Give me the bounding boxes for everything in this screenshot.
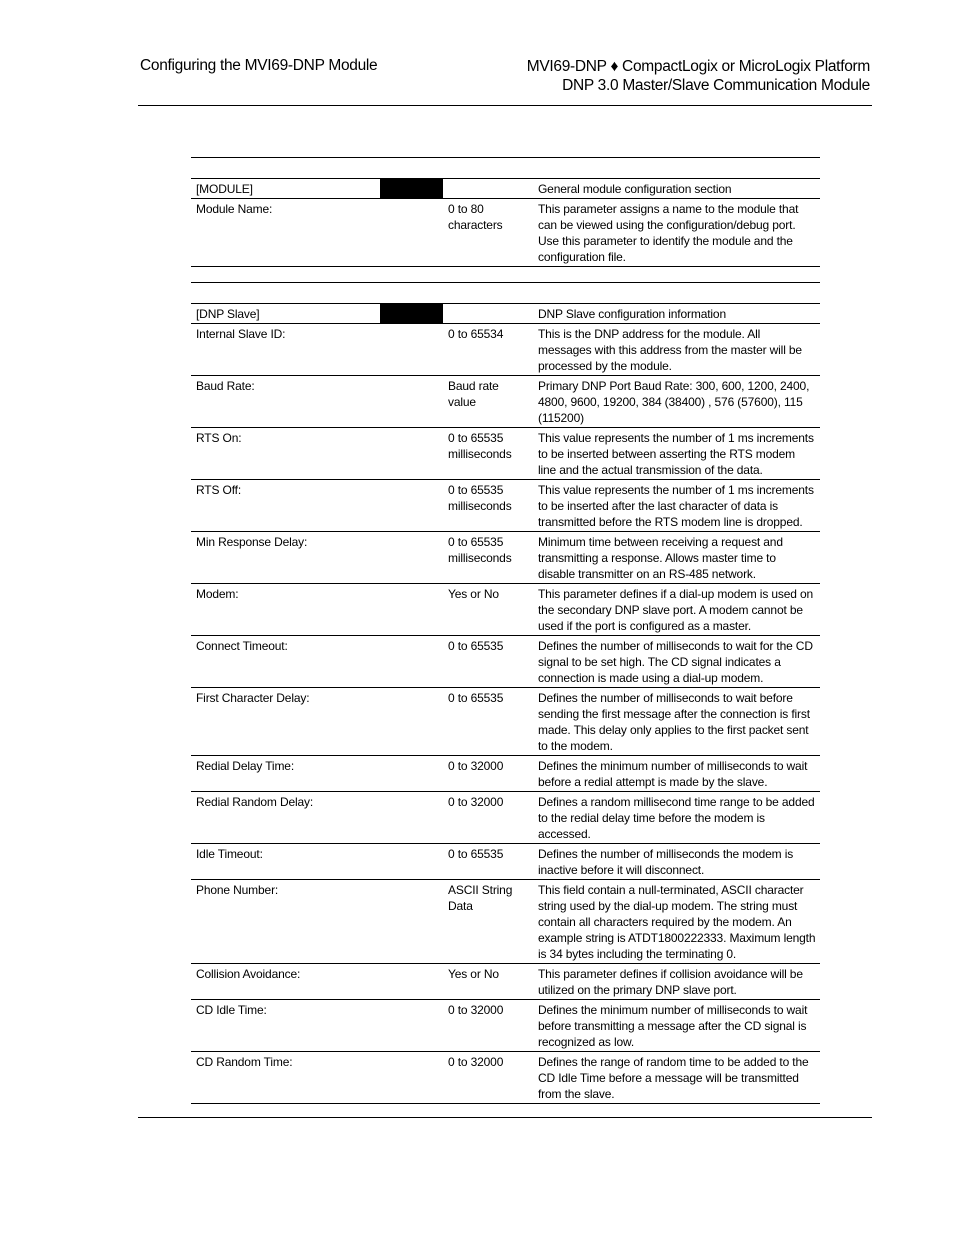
header-black-cell (380, 304, 443, 324)
dnp-slave-section (191, 282, 820, 1104)
table-header-row (191, 304, 820, 324)
param-name: CD Idle Time: (191, 1000, 443, 1052)
module-config-table (191, 178, 820, 267)
dnp-slave-config-table (191, 303, 820, 1104)
param-range: 0 to 32000 (443, 756, 533, 792)
param-description: This value represents the number of 1 ms increments to be inserted between asserting the RTS modem line and the actual transmission of the data. (533, 428, 820, 480)
module-section (191, 157, 820, 267)
header-range-cell (443, 179, 533, 199)
param-name: Redial Delay Time: (191, 756, 443, 792)
table-row (191, 324, 820, 376)
param-range: 0 to 32000 (443, 1000, 533, 1052)
param-name: Modem: (191, 584, 443, 636)
param-description: This value represents the number of 1 ms increments to be inserted after the last character of data is transmitted before the RTS modem line is dropped. (533, 480, 820, 532)
param-range: Yes or No (443, 584, 533, 636)
param-description: Defines a random millisecond time range to be added to the redial delay time before the modem is accessed. (533, 792, 820, 844)
table-row (191, 532, 820, 584)
param-description: Defines the number of milliseconds to wait before sending the first message after the connection is first made. This delay only applies to the first packet sent to the modem. (533, 688, 820, 756)
param-name: RTS Off: (191, 480, 443, 532)
header-black-cell (380, 179, 443, 199)
param-range: 0 to 65535 (443, 688, 533, 756)
param-range: 0 to 65535 milliseconds (443, 428, 533, 480)
param-description: Minimum time between receiving a request and transmitting a response. Allows master time to disable transmitter on an RS-485 network. (533, 532, 820, 584)
param-name: Connect Timeout: (191, 636, 443, 688)
param-description: This is the DNP address for the module. All messages with this address from the master will be processed by the module. (533, 324, 820, 376)
param-range: ASCII String Data (443, 880, 533, 964)
table-row (191, 428, 820, 480)
table-row (191, 584, 820, 636)
table-row (191, 792, 820, 844)
param-name: Phone Number: (191, 880, 443, 964)
param-name: Collision Avoidance: (191, 964, 443, 1000)
param-description: Defines the minimum number of milliseconds to wait before a redial attempt is made by the slave. (533, 756, 820, 792)
param-range: Baud rate value (443, 376, 533, 428)
section-name: [MODULE] (191, 179, 380, 199)
footer-divider (138, 1117, 872, 1118)
param-name: Idle Timeout: (191, 844, 443, 880)
section-name: [DNP Slave] (191, 304, 380, 324)
section-description: General module configuration section (533, 179, 820, 199)
param-name: Module Name: (191, 199, 443, 267)
param-range: 0 to 32000 (443, 1052, 533, 1104)
param-range: 0 to 65534 (443, 324, 533, 376)
header-product-line: MVI69-DNP ♦ CompactLogix or MicroLogix Platform (526, 58, 870, 75)
param-description: Defines the number of milliseconds to wait for the CD signal to be set high. The CD signal indicates a connection is made using a dial-up modem. (533, 636, 820, 688)
param-description: Defines the minimum number of milliseconds to wait before transmitting a message after the CD signal is recognized as low. (533, 1000, 820, 1052)
header-product-subtitle: DNP 3.0 Master/Slave Communication Module (562, 77, 870, 94)
param-name: Redial Random Delay: (191, 792, 443, 844)
param-description: This parameter defines if a dial-up modem is used on the secondary DNP slave port. A modem cannot be used if the port is configured as a master. (533, 584, 820, 636)
param-name: CD Random Time: (191, 1052, 443, 1104)
param-description: This field contain a null-terminated, ASCII character string used by the dial-up modem. The string must contain all characters required by the modem. An example string is ATDT1800222333. Maximum length is 34 bytes including the terminating 0. (533, 880, 820, 964)
param-name: Internal Slave ID: (191, 324, 443, 376)
table-row (191, 964, 820, 1000)
param-description: Defines the number of milliseconds the modem is inactive before it will disconnect. (533, 844, 820, 880)
param-description: Primary DNP Port Baud Rate: 300, 600, 1200, 2400, 4800, 9600, 19200, 384 (38400) , 576 (57600), 115 (115200) (533, 376, 820, 428)
header-range-cell (443, 304, 533, 324)
param-range: 0 to 65535 (443, 844, 533, 880)
table-row (191, 480, 820, 532)
param-name: RTS On: (191, 428, 443, 480)
table-row (191, 756, 820, 792)
table-row (191, 688, 820, 756)
page-header-right (527, 57, 870, 95)
param-range: 0 to 65535 (443, 636, 533, 688)
param-description: This parameter defines if collision avoidance will be utilized on the primary DNP slave port. (533, 964, 820, 1000)
table-row (191, 880, 820, 964)
param-range: 0 to 65535 milliseconds (443, 532, 533, 584)
param-range: 0 to 80 characters (443, 199, 533, 267)
table-row (191, 844, 820, 880)
param-range: 0 to 65535 milliseconds (443, 480, 533, 532)
table-header-row (191, 179, 820, 199)
section-description: DNP Slave configuration information (533, 304, 820, 324)
param-name: First Character Delay: (191, 688, 443, 756)
param-description: Defines the range of random time to be added to the CD Idle Time before a message will be transmitted from the slave. (533, 1052, 820, 1104)
page-header-left: Configuring the MVI69-DNP Module (140, 57, 378, 74)
param-range: 0 to 32000 (443, 792, 533, 844)
header-divider (138, 105, 872, 106)
table-row (191, 1052, 820, 1104)
param-description: This parameter assigns a name to the module that can be viewed using the configuration/debug port. Use this parameter to identify the module and the configuration file. (533, 199, 820, 267)
table-row (191, 636, 820, 688)
param-name: Min Response Delay: (191, 532, 443, 584)
param-name: Baud Rate: (191, 376, 443, 428)
table-row (191, 376, 820, 428)
table-row (191, 199, 820, 267)
table-row (191, 1000, 820, 1052)
param-range: Yes or No (443, 964, 533, 1000)
